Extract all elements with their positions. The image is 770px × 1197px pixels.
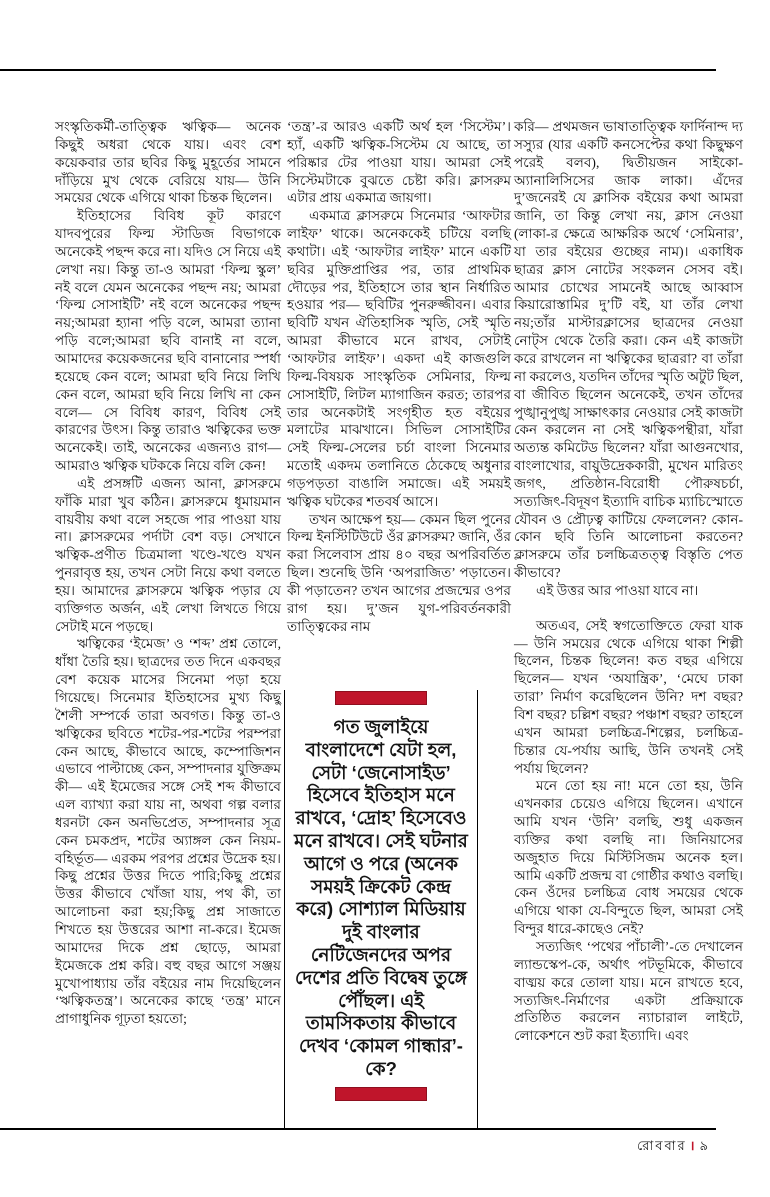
accent-bar-top <box>335 691 427 705</box>
article-column-3 <box>514 118 743 1045</box>
article-paragraph: একমাত্র ক্লাসরুমে সিনেমার ‘আফটার লাইফ’ থাকে। অনেককেই চটিয়ে বলছি কথাটা। এই ‘আফটার লাইফ’ মানে একটি ছবির মুক্তিপ্রাপ্তির পর, তার প্রাথমিক দৌড়ের পর, ইতিহাসে তার স্থান নির্ধারিত হওয়ার পর— ছবিটির পুনরুজ্জীবন। এবার ছবিটি যখন ঐতিহাসিক স্মৃতি, সেই স্মৃতি আমরা কীভাবে মনে রাখব, সেটাই ‘আফটার লাইফ’। একদা এই কাজগুলি ফিল্ম-বিষয়ক সাংস্কৃতিক সেমিনার, ফিল্ম সোসাইটি, লিটল ম্যাগাজিন করত; তারপর তার অনেকটাই সংগৃহীত হত বইয়ের মলাটের মাঝখানে। সিভিল সোসাইটির সেই ফিল্ম-সেলের চর্চা বাংলা সিনেমার মতোই একদম তলানিতে ঠেকেছে অধুনার গড়পড়তা বাঙালি সমাজে। এই সময়ই ঋত্বিক ঘটকের শতবর্ষ আসে। <box>287 208 511 509</box>
article-paragraph: ইতিহাসের বিবিধ কূট কারণে যাদবপুরের ফিল্ম স্টাডিজ বিভাগকে অনেকেই পছন্দ করে না। যদিও সে নিয়ে এই লেখা নয়। কিন্তু তা-ও আমরা ‘ফিল্ম স্কুল’ নই বলে যেমন অনেকের পছন্দ নয়; আমরা ‘ফিল্ম সোসাইটি’ নই বলে অনেকের পছন্দ নয়;আমরা হ্যানা পড়ি বলে, আমরা ত্যানা পড়ি বলে;আমরা ছবি বানাই না বলে, আমাদের কয়েকজনের ছবি বানানোর স্পর্ধা হয়েছে কেন বলে; আমরা ছবি নিয়ে লিখি কেন বলে, আমরা ছবি নিয়ে লিখি না কেন বলে— সে বিবিধ কারণ, বিবিধ সেই কারণের উৎস। কিন্তু তারাও ঋত্বিকের ভক্ত অনেকেই। তাই, অনেকের এজন্যও রাগ— আমরাও ঋত্বিক ঘটককে নিয়ে বলি কেন! <box>55 208 281 474</box>
pull-quote-text: গত জুলাইয়ে বাংলাদেশে যেটা হল, সেটা ‘জেনোসাইড’ হিসেবে ইতিহাস মনে রাখবে, ‘দ্রোহ’ হিসেবেও মনে রাখবে। সেই ঘটনার আগে ও পরে (অনেক সময়ই ক্রিকেট কেন্দ্র করে) সোশ্যাল মিডিয়ায় দুই বাংলার নেটিজেনদের অপর দেশের প্রতি বিদ্বেষ তুঙ্গে পৌঁছল। এই তামসিকতায় কীভাবে দেখব ‘কোমল গান্ধার’-কে? <box>294 716 468 1079</box>
article-paragraph: সংস্কৃতিকর্মী-তাত্ত্বিক ঋত্বিক— অনেক কিছুই অধরা থেকে যায়। এবং বেশ কয়েকবার তার ছবির কিছু মুহূর্তের সামনে দাঁড়িয়ে মুখ থেকে বেরিয়ে যায়— উনি সময়ের থেকে এগিয়ে থাকা চিন্তক ছিলেন। <box>55 119 281 206</box>
article-paragraph: তখন আক্ষেপ হয়— কেমন ছিল পুনের ফিল্ম ইনস্টিটিউটে ওঁর ক্লাসরুম? জানি, ওঁর করা সিলেবাস প্রায় ৪০ বছর অপরিবর্তিত ছিল। শুনেছি উনি ‘অপরাজিত’ পড়াতেন। কী পড়াতেন? তখন আগের প্রজন্মের ওপর রাগ হয়। দু’জন যুগ-পরিবর্তনকারী তাত্ত্বিকের নাম <box>287 511 511 634</box>
section-label: রোববার <box>637 1138 687 1153</box>
article-column-2 <box>287 118 511 635</box>
folio-separator: । <box>689 1138 697 1153</box>
article-paragraph: ‘তন্ত্র’-র আরও একটি অর্থ হল ‘সিস্টেম’। হ্যাঁ, একটি ঋত্বিক-সিস্টেম যে আছে, তা পরিষ্কার টের পাওয়া যায়। আমরা সেই সিস্টেমটাকে বুঝতে চেষ্টা করি। ক্লাসরুম এটার প্রায় একমাত্র জায়গা। <box>287 119 511 206</box>
pull-quote-panel <box>284 690 478 1128</box>
top-rule <box>0 69 716 71</box>
page-folio <box>637 1136 710 1158</box>
page-number: ৯ <box>699 1138 710 1153</box>
accent-bar-bottom <box>335 1087 427 1101</box>
article-paragraph: অতএব, সেই স্বগতোক্তিতে ফেরা যাক— উনি সময়ের থেকে এগিয়ে থাকা শিল্পী ছিলেন, চিন্তক ছিলেন! কত বছর এগিয়ে ছিলেন— যখন ‘অযান্ত্রিক’, ‘মেঘে ঢাকা তারা’ নির্মাণ করেছিলেন উনি? দশ বছর? বিশ বছর? চল্লিশ বছর? পঞ্চাশ বছর? তাহলে এখন আমরা চলচ্চিত্র-শিল্পের, চলচ্চিত্র-চিন্তার যে-পর্যায় আছি, উনি তখনই সেই পর্যায় ছিলেন? <box>514 617 743 776</box>
article-paragraph: ঋত্বিকের ‘ইমেজ’ ও ‘শব্দ’ প্রশ্ন তোলে, ধাঁধা তৈরি হয়। ছাত্রদের তত দিনে একবছর বেশ কয়েক মাসের সিনেমা পড়া হয়ে গিয়েছে। সিনেমার ইতিহাসের মুখ্য কিছু শৈলী সম্পর্কে তারা অবগত। কিন্তু তা-ও ঋত্বিকের ছবিতে শটের-পর-শটের পরম্পরা কেন আছে, কীভাবে আছে, কম্পোজিশন এভাবে পাল্টাচ্ছে কেন, সম্পাদনার যুক্তিক্রম কী— এই ইমেজের সঙ্গে সেই শব্দ কীভাবে এল ব্যাখ্যা করা যায় না, অথবা গল্প বলার ধরনটা কেন অনভিপ্রেত, সম্পাদনার সূত্র কেন চমকপ্রদ, শটের অ্যাঙ্গল কেন নিয়ম-বহির্ভূত— এরকম পরপর প্রশ্নের উদ্রেক হয়। কিছু প্রশ্নের উত্তর দিতে পারি;কিছু প্রশ্নের উত্তর কীভাবে খোঁজা যায়, পথ কী, তা আলোচনা করা হয়;কিছু প্রশ্ন সাজাতে শিখতে হয় উত্তরের আশা না-করে। ইমেজ আমাদের দিকে প্রশ্ন ছোড়ে, আমরা ইমেজকে প্রশ্ন করি। বহু বছর আগে সঞ্জয় মুখোপাধ্যায় তাঁর বইয়ের নাম দিয়েছিলেন ‘ঋত্বিকতন্ত্র’। অনেকের কাছে ‘তন্ত্র’ মানে প্রাগাধুনিক গূঢ়তা হয়তো; <box>55 636 281 1027</box>
bottom-rule <box>0 1128 716 1130</box>
article-paragraph: মনে তো হয় না! মনে তো হয়, উনি এখনকার চেয়েও এগিয়ে ছিলেন। এখানে আমি যখন ‘উনি’ বলছি, শুধু একজন ব্যক্তির কথা বলছি না। জিনিয়াসের অজুহাত দিয়ে মিস্টিসিজম অনেক হল। আমি একটি প্রজন্ম বা গোষ্ঠীর কথাও বলছি। কেন ওঁদের চলচ্চিত্র বোধ সময়ের থেকে এগিয়ে থাকা যে-বিন্দুতে ছিল, আমরা সেই বিন্দুর ধারে-কাছেও নেই? <box>514 778 743 937</box>
article-column-1 <box>55 118 281 1028</box>
article-paragraph: এই উত্তর আর পাওয়া যাবে না। <box>536 582 699 598</box>
article-paragraph: এই প্রসঙ্গটি এজন্য আনা, ক্লাসরুমে ফাঁকি মারা খুব কঠিন। ক্লাসরুমে ধূমায়মান বায়বীয় কথা বলে সহজে পার পাওয়া যায় না। ক্লাসরুমের পর্দাটা বেশ বড়। সেখানে ঋত্বিক-প্রণীত চিত্রমালা খণ্ডে-খণ্ডে যখন পুনরাবৃত্ত হয়, তখন সেটা নিয়ে কথা বলতে হয়। আমাদের ক্লাসরুমে ঋত্বিক পড়ার যে ব্যক্তিগত অর্জন, এই লেখা লিখতে গিয়ে সেটাই মনে পড়ছে। <box>55 475 281 634</box>
article-paragraph: করি— প্রথমজন ভাষাতাত্ত্বিক ফার্দিনান্দ দ্য সস্যুর (যার একটি কনসেপ্টের কথা কিছুক্ষণ পরেই বলব), দ্বিতীয়জন সাইকো-অ্যানালিসিসের জাক লাকা। এঁদের দু’জনেরই যে ক্লাসিক বইয়ের কথা আমরা জানি, তা কিন্তু লেখা নয়, ক্লাস নেওয়া (লাকা-র ক্ষেত্রে আক্ষরিক অর্থে ‘সেমিনার’, যা তার বইয়ের গুচ্ছের নাম)। একাধিক ছাত্রর ক্লাস নোটের সংকলন সেসব বই। আমার চোখের সামনেই আছে আব্বাস কিয়ারোস্তামির দু’টি বই, যা তাঁর লেখা নয়;তাঁর মাস্টারক্লাসের ছাত্রদের নেওয়া নোট্‌স থেকে তৈরি করা। কেন এই কাজটা করে রাখলেন না ঋত্বিকের ছাত্ররা? বা তাঁরা না করলেও, যতদিন তাঁদের স্মৃতি অটুট ছিল, বা জীবিত ছিলেন অনেকেই, তখন তাঁদের পুঙ্খানুপুঙ্খ সাক্ষাৎকার নেওয়ার সেই কাজটা কেন করলেন না সেই ঋত্বিকপন্থীরা, যাঁরা অত্যন্ত কমিটেড ছিলেন? যাঁরা আগুনখোর, বাংলাখোর, বায়ুউদ্রেককারী, মুখেন মারিতং জগৎ, প্রতিষ্ঠান-বিরোধী পৌরুষচর্চা, সত্যজিৎ-বিদূষণ ইত্যাদি বাচিক ম্যাচিস্মোতে যৌবন ও প্রৌঢ়ত্ব কাটিয়ে ফেললেন? কোন-কোন ছবি তিনি আলোচনা করতেন? ক্লাসরুমে তাঁর চলচ্চিত্রতত্ত্ব বিস্তৃতি পেত কীভাবে? <box>514 119 743 581</box>
article-paragraph: সত্যজিৎ ‘পথের পাঁচালী’-তে দেখালেন ল্যান্ডস্কেপ-কে, অর্থাৎ পটভূমিকে, কীভাবে বাঙ্ময় করে তোলা যায়। মনে রাখতে হবে, সত্যজিৎ-নির্মাণের একটা প্রক্রিয়াকে প্রতিষ্ঠিত করলেন ন্যাচারাল লাইটে, লোকেশনে শুট করা ইত্যাদি। এবং <box>514 938 743 1044</box>
